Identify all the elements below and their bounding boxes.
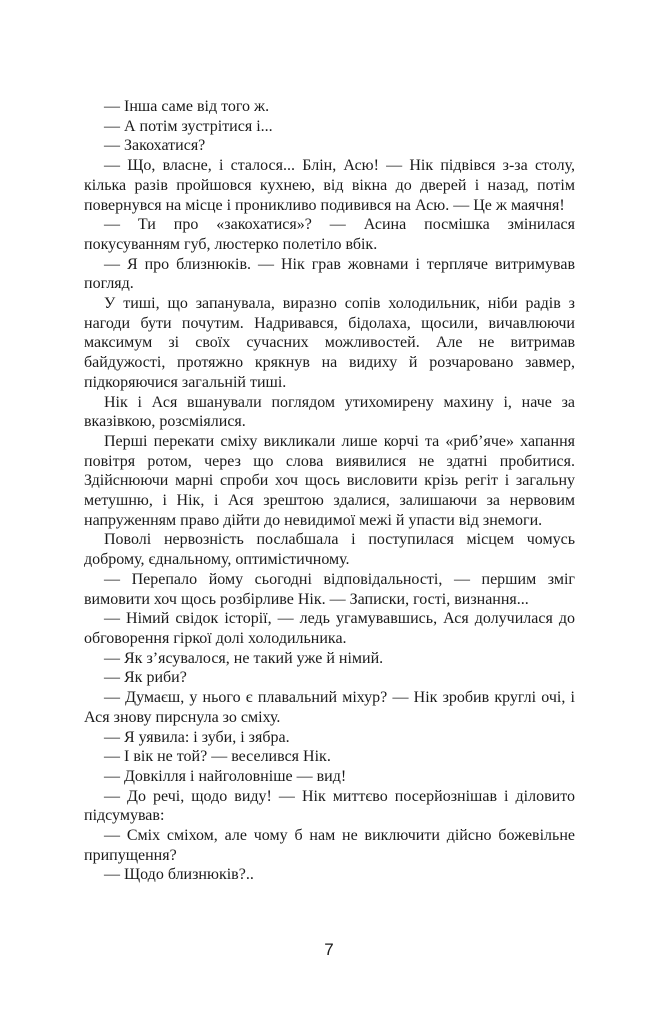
paragraph: — Як риби?: [104, 669, 187, 687]
paragraph: — До речі, щодо виду! — Нік миттєво посерйознішав і діловито підсумував:: [84, 787, 575, 825]
paragraph: — Я уявила: і зуби, і зябра.: [104, 728, 290, 746]
paragraph: — Інша саме від того ж.: [104, 98, 270, 115]
paragraph: — Перепало йому сьогодні відповідальності, — першим зміг вимовити хоч щось розбірливе Нік. — Записки, гості, визнання...: [84, 570, 575, 608]
paragraph: — Німий свідок історії, — ледь угамувавшись, Ася долучилася до обговорення гіркої долі холодильника.: [84, 610, 575, 647]
paragraph: — Закохатися?: [104, 137, 206, 155]
paragraph: — Сміх сміхом, але чому б нам не виключити дійсно божевільне припущення?: [84, 827, 575, 864]
paragraph: — А потім зустрітися і...: [104, 117, 273, 135]
paragraph: Поволі нервозність послабшала і поступилася місцем чомусь доброму, єднальному, оптимістичному.: [84, 531, 575, 569]
paragraph: — І вік не той? — веселився Нік.: [104, 748, 331, 766]
paragraph: — Що, власне, і сталося... Блін, Асю! — Нік підвівся з-за столу, кілька разів пройшовся кухнею, від вікна до дверей і назад, потім повернувся на місце і проникливо подивився на Асю. — Це ж маячня!: [84, 157, 575, 214]
paragraph: — Ти про «закохатися»? — Асина посмішка змінилася покусуванням губ, люстерко полетіло вбік.: [84, 216, 575, 253]
paragraph: Перші перекати сміху викликали лише корчі та «риб’яче» хапання повітря ротом, через що слова виявилися не здатні пробитися. Здійснюючи марні спроби хоч щось висловити крізь регіт і загальну метушню, і Нік, і Ася зрештою здалися, залишаючи за нервовим напруженням право дійти до невидимої межі й упасти від знемоги.: [84, 432, 575, 529]
paragraph: — Як з’ясувалося, не такий уже й німий.: [104, 649, 384, 667]
paragraph: Нік і Ася вшанували поглядом утихомирену махину і, наче за вказівкою, розсміялися.: [84, 393, 575, 431]
paragraph: У тиші, що запанувала, виразно сопів холодильник, ніби радів з нагоди бути почутим. Надривався, бідолаха, щосили, вичавлюючи максимум зі своїх сучасних можливостей. Але не витримав байдужості, протяжно крякнув на видиху й розчаровано завмер, підкоряючися загальній тиші.: [84, 295, 575, 391]
page-number: 7: [324, 940, 334, 959]
paragraph: — Думаєш, у нього є плавальний міхур? — Нік зробив круглі очі, і Ася знову пирснула зо сміху.: [84, 689, 575, 726]
paragraph: — Щодо близнюків?..: [104, 866, 254, 884]
page-body: [84, 97, 575, 885]
paragraph: — Довкілля і найголовніше — вид!: [104, 767, 347, 785]
paragraph: — Я про близнюків. — Нік грав жовнами і терпляче витримував погляд.: [84, 255, 575, 293]
